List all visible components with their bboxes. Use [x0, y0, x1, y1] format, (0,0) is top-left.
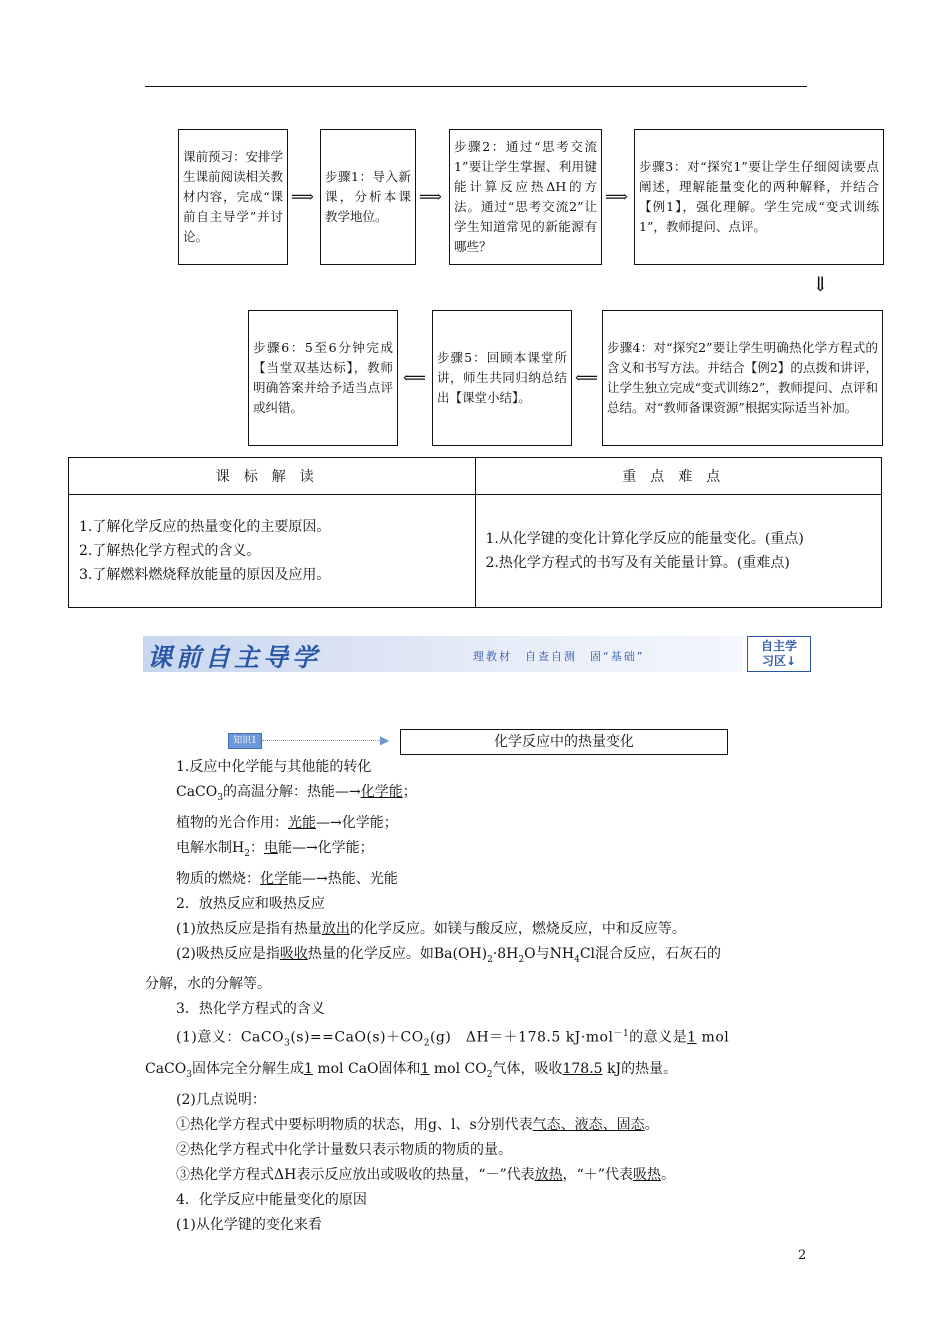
- arrow-head-icon: ▶: [380, 733, 390, 747]
- curriculum-item: 1.了解化学反应的热量变化的主要原因。: [79, 519, 331, 535]
- flow-box-step4: [602, 310, 883, 446]
- flow-box-step4-text: 步骤4：对“探究2”要让学生明确热化学方程式的含义和书写方法。并结合【例2】的点拨和讲评，让学生独立完成“变式训练2”，教师提问、点评和总结。对“教师备课资源”根据实际适当补加。: [607, 340, 878, 415]
- body-line: ③热化学方程式ΔH表示反应放出或吸收的热量，“－”代表放热，“＋”代表吸热。: [176, 1166, 675, 1183]
- page-number: 2: [798, 1248, 807, 1263]
- flow-box-preview-text: 课前预习：安排学生课前阅读相关教材内容，完成“课前自主导学”并讨论。: [183, 149, 284, 244]
- right-arrow-icon: ⟹: [605, 187, 628, 206]
- table-header-curriculum: 课标解读: [69, 458, 476, 495]
- badge-line: 自主学: [760, 639, 797, 653]
- flow-box-step1-text: 步骤1：导入新课，分析本课教学地位。: [325, 169, 411, 224]
- body-line: CaCO$_3$的高温分解：热能—→化学能；: [176, 784, 417, 803]
- key-point-item: 1.从化学键的变化计算化学反应的能量变化。(重点): [485, 531, 804, 547]
- knowledge-tag: [228, 731, 398, 751]
- right-arrow-icon: ⟹: [291, 187, 314, 206]
- body-text: [145, 755, 810, 1238]
- body-line: 植物的光合作用：光能—→化学能；: [176, 814, 398, 831]
- flow-box-step6-text: 步骤6：5至6分钟完成【当堂双基达标】，教师明确答案并给予适当点评或纠错。: [253, 340, 393, 415]
- curriculum-item: 2.了解热化学方程式的含义。: [79, 543, 261, 559]
- flow-box-step5-text: 步骤5：回顾本课堂所讲，师生共同归纳总结出【课堂小结】。: [437, 350, 567, 405]
- flow-box-step5: [432, 310, 572, 446]
- body-line: 分解，水的分解等。: [145, 976, 271, 993]
- flow-box-preview: [178, 129, 288, 265]
- down-arrow-icon: ⇓: [812, 272, 829, 296]
- left-arrow-icon: ⟸: [403, 368, 426, 387]
- heading-4: 4．化学反应中能量变化的原因: [176, 1191, 367, 1208]
- header-rule: [145, 86, 807, 87]
- left-arrow-icon: ⟸: [575, 368, 598, 387]
- body-line: 电解水制$H_2$：电能—→化学能；: [176, 839, 374, 859]
- body-line: (1)意义：$CaCO_3(s)==CaO(s)+CO_2(g)$ ΔH＝＋178.5 kJ·mol$^{-1}$的意义是1 mol: [176, 1029, 730, 1049]
- curriculum-cell: [69, 495, 476, 608]
- key-point-item: 2.热化学方程式的书写及有关能量计算。(重难点): [485, 555, 790, 571]
- body-line: (1)从化学键的变化来看: [176, 1216, 322, 1233]
- body-line: ②热化学方程式中化学计量数只表示物质的物质的量。: [176, 1141, 512, 1158]
- goals-table: [68, 457, 882, 608]
- flow-box-step1: [320, 129, 416, 265]
- flow-box-step6: [248, 310, 398, 446]
- body-line: ①热化学方程式中要标明物质的状态，用g、l、s分别代表气态、液态、固态。: [176, 1116, 659, 1133]
- knowledge-tag-label: 知识1: [228, 733, 262, 749]
- curriculum-item: 3.了解燃料燃烧释放能量的原因及应用。: [79, 567, 331, 583]
- banner-subtitle: 理教材 自查自测 固“基础”: [473, 650, 645, 663]
- section-title: 化学反应中的热量变化: [400, 729, 728, 755]
- body-line: 物质的燃烧：化学能—→热能、光能: [176, 870, 398, 887]
- key-points-cell: [475, 495, 882, 608]
- body-line: (2)吸热反应是指吸收热量的化学反应。如$Ba(OH)_2\cdot 8H_2O$与$NH_4Cl$混合反应，石灰石的: [176, 945, 722, 965]
- badge-line: 习区↓: [761, 654, 797, 668]
- table-header-key-points: 重点难点: [475, 458, 882, 495]
- heading-2: 2．放热反应和吸热反应: [176, 895, 325, 912]
- section-banner: [143, 636, 813, 672]
- flow-box-step2-text: 步骤2：通过“思考交流1”要让学生掌握、利用键能计算反应热ΔH的方法。通过“思考交流2”让学生知道常见的新能源有哪些？: [454, 139, 597, 254]
- flow-box-step2: [449, 129, 602, 265]
- body-line: CaCO$_3$固体完全分解生成1 mol CaO固体和1 mol $CO_2$气体，吸收178.5 kJ的热量。: [145, 1060, 678, 1080]
- heading-1: 1.反应中化学能与其他能的转化: [176, 759, 372, 775]
- flow-box-step3-text: 步骤3：对“探究1”要让学生仔细阅读要点阐述，理解能量变化的两种解释，并结合【例1】，强化理解。学生完成“变式训练1”，教师提问、点评。: [639, 159, 879, 234]
- body-line: (1)放热反应是指有热量放出的化学反应。如镁与酸反应，燃烧反应，中和反应等。: [176, 920, 686, 937]
- heading-3: 3．热化学方程式的含义: [176, 1001, 325, 1018]
- body-line: (2)几点说明：: [176, 1091, 266, 1108]
- banner-title: 课前自主导学: [147, 643, 322, 672]
- right-arrow-icon: ⟹: [419, 187, 442, 206]
- dotted-line: [262, 740, 382, 741]
- flow-box-step3: [634, 129, 884, 265]
- self-study-badge: [747, 636, 811, 672]
